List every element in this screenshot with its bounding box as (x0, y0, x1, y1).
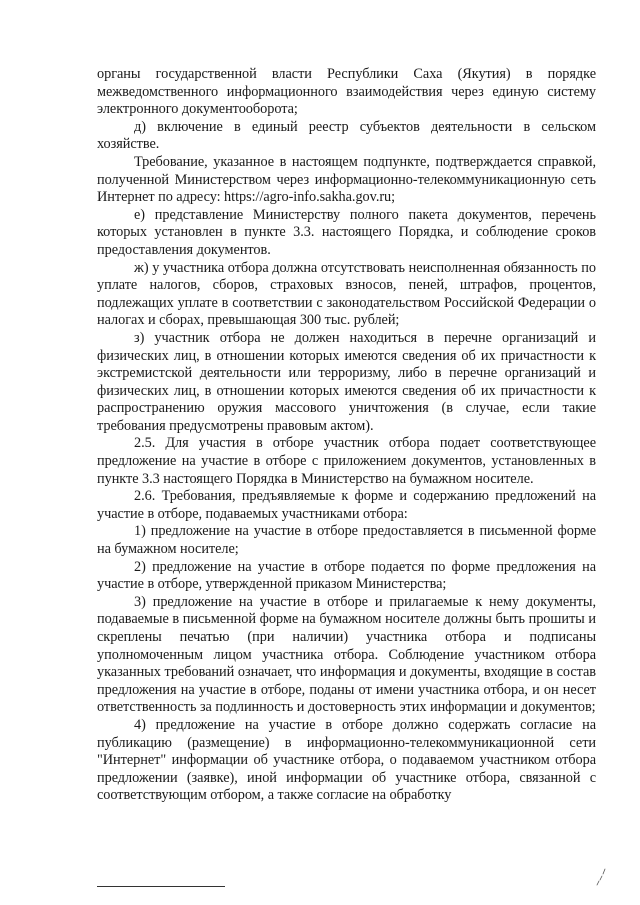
paragraph-requirement-4: 4) предложение на участие в отборе должно содержать согласие на публикацию (размещение) в информационно-телекоммуникационной сети "Интернет" информации об участнике отбора, о подаваемом участником отбора предложении (заявке), иной информации об участнике отбора, связанной с соответствующим отбором, а также согласие на обработку (97, 716, 596, 804)
paragraph-item-zh-tax-debt: ж) у участника отбора должна отсутствовать неисполненная обязанность по уплате налогов, сборов, страховых взносов, пеней, штрафов, процентов, подлежащих уплате в соответствии с законодательством Российской Федерации о налогах и сборах, превышающая 300 тыс. рублей; (97, 259, 596, 329)
paragraph-item-z-extremism: з) участник отбора не должен находиться в перечне организаций и физических лиц, в отношении которых имеются сведения об их причастности к экстремистской деятельности или терроризму, либо в перечне организаций и физических лиц, в отношении которых имеются сведения об их причастности к распространению оружия массового уничтожения (в случае, если такие требования предусмотрены правовым актом). (97, 329, 596, 434)
paragraph-requirement-3: 3) предложение на участие в отборе и прилагаемые к нему документы, подаваемые в письменной форме на бумажном носителе должны быть прошиты и скреплены печатью (при наличии) участника отбора и подписаны уполномоченным лицом участника отбора. Соблюдение участником отбора указанных требований означает, что информация и документы, входящие в состав предложения на участие в отборе, поданы от имени участника отбора, и он несет ответственность за подлинность и достоверность этих информации и документов; (97, 593, 596, 716)
paragraph-section-2-5: 2.5. Для участия в отборе участник отбора подает соответствующее предложение на участие в отборе с приложением документов, установленных в пункте 3.3 настоящего Порядка в Министерство на бумажном носителе. (97, 435, 596, 487)
footer-rule (97, 886, 225, 887)
paragraph-item-d-registry: д) включение в единый реестр субъектов деятельности в сельском хозяйстве. (97, 118, 596, 153)
paragraph-requirement-certificate: Требование, указанное в настоящем подпункте, подтверждается справкой, полученной Министерством через информационно-телекоммуникационную сеть Интернет по адресу: https://agro-info.sakha.gov.ru; (97, 153, 596, 206)
paragraph-interagency-system: органы государственной власти Республики Саха (Якутия) в порядке межведомственного информационного взаимодействия через единую систему электронного документооборота; (97, 66, 596, 118)
pen-mark (594, 868, 608, 886)
paragraph-item-e-documents: е) представление Министерству полного пакета документов, перечень которых установлен в пункте 3.3. настоящего Порядка, и соблюдение сроков предоставления документов. (97, 206, 596, 258)
paragraph-requirement-1: 1) предложение на участие в отборе предоставляется в письменной форме на бумажном носителе; (97, 523, 596, 558)
document-body (97, 66, 596, 805)
paragraph-section-2-6: 2.6. Требования, предъявляемые к форме и содержанию предложений на участие в отборе, подаваемых участниками отбора: (97, 488, 596, 522)
paragraph-requirement-2: 2) предложение на участие в отборе подается по форме предложения на участие в отборе, утвержденной приказом Министерства; (97, 558, 596, 593)
